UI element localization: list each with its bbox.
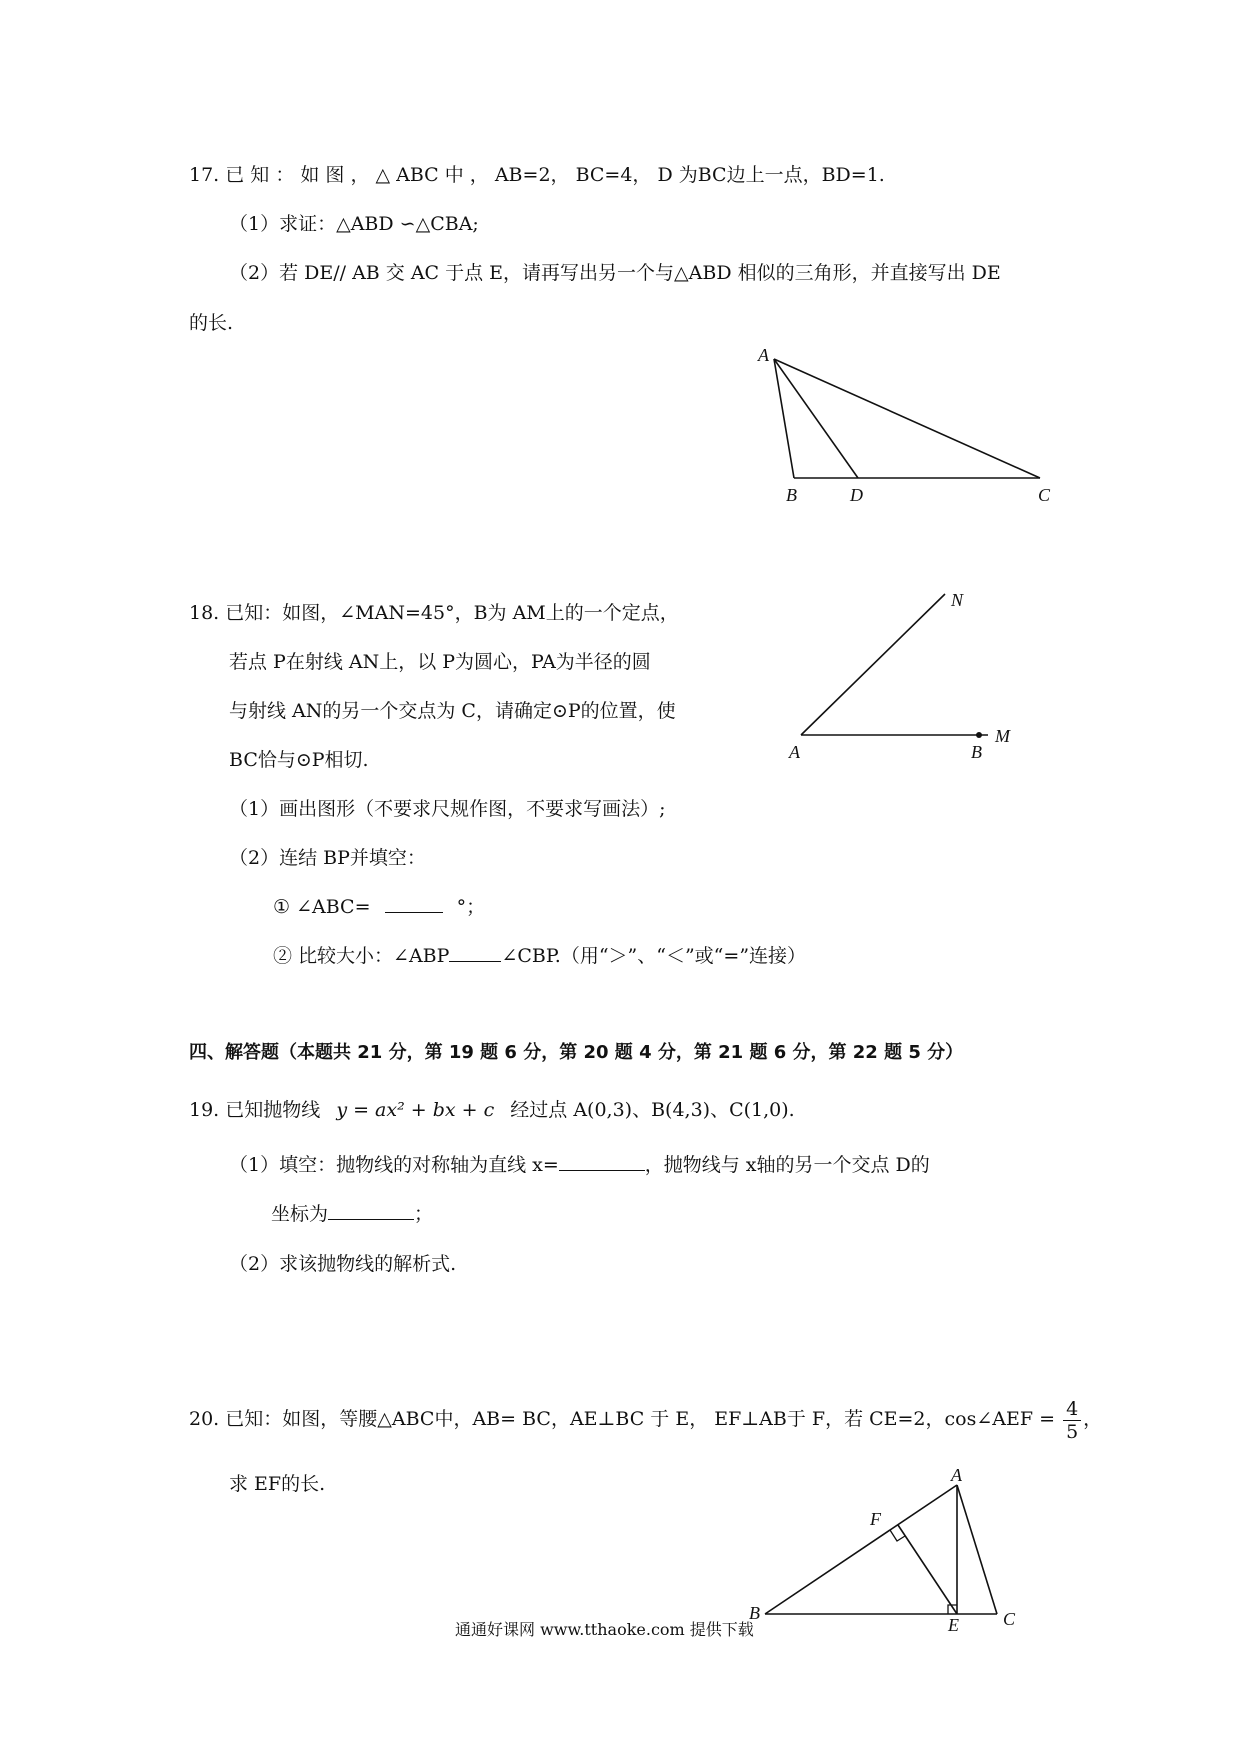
q19-stem-b: 经过点 A(0,3)、B(4,3)、C(1,0). (510, 1099, 795, 1121)
q20-label-a: A (951, 1465, 962, 1485)
q20-label-e: E (948, 1615, 959, 1635)
q17-part2-line1: （2）若 DE// AB 交 AC 于点 E，请再写出另一个与△ABD 相似的三角形，并直接写出 DE (229, 262, 1001, 284)
q19-part1-cont (271, 1201, 433, 1227)
q19-axis-blank[interactable] (559, 1152, 645, 1171)
q19-part1-d: ； (414, 1203, 434, 1225)
q20-label-c: C (1003, 1609, 1016, 1629)
q20-line2: 求 EF的长. (229, 1473, 326, 1495)
q19-part1-b: ，抛物线与 x轴的另一个交点 D的 (644, 1154, 930, 1176)
q18-sub1-text: ① ∠ABC= (273, 896, 371, 918)
section4-heading: 四、解答题（本题共 21 分，第 19 题 6 分，第 20 题 4 分，第 21 题 6 分，第 22 题 5 分） (189, 1042, 964, 1063)
q18-line2: 若点 P在射线 AN上，以 P为圆心，PA为半径的圆 (229, 651, 651, 673)
q18-sub2-text: ② 比较大小：∠ABP (273, 945, 450, 967)
q20-fraction-numerator: 4 (1063, 1398, 1081, 1421)
q18-compare-blank[interactable] (449, 943, 501, 962)
q18-line1: 18. 已知：如图，∠MAN=45°，B为 AM上的一个定点， (189, 602, 679, 624)
q18-part1: （1）画出图形（不要求尺规作图，不要求写画法）; (229, 798, 666, 820)
q20-triangle-figure (745, 1465, 1035, 1635)
q17-part2-line2: 的长. (189, 312, 234, 334)
q18-sub2 (273, 943, 806, 969)
q20-stem (189, 1395, 1102, 1443)
q18-label-m: M (995, 726, 1010, 746)
q18-label-n: N (951, 590, 964, 610)
q18-angle-abc-blank[interactable] (385, 894, 443, 913)
q19-part1-c: 坐标为 (271, 1203, 329, 1225)
q19-stem-a: 19. 已知抛物线 (189, 1099, 321, 1121)
q19-point-d-blank[interactable] (328, 1201, 414, 1220)
q18-part2: （2）连结 BP并填空： (229, 847, 426, 869)
q20-stem-a: 20. 已知：如图，等腰△ABC中，AB= BC，AE⊥BC 于 E， EF⊥AB于 F，若 CE=2，cos∠AEF = (189, 1408, 1056, 1430)
q20-fraction-denominator: 5 (1066, 1420, 1079, 1443)
q18-sub1-unit: °； (456, 896, 486, 918)
q18-sub1 (273, 894, 485, 920)
q19-equation: y = ax² + bx + c (336, 1099, 495, 1121)
q17-label-b: B (786, 485, 797, 505)
q18-label-a: A (789, 742, 800, 762)
q19-part2: （2）求该抛物线的解析式. (229, 1253, 457, 1275)
q19-part1 (229, 1152, 930, 1178)
q18-label-b: B (971, 742, 982, 762)
q17-triangle-figure (740, 345, 1070, 505)
q17-label-a: A (758, 345, 769, 365)
q18-angle-figure (785, 590, 1045, 765)
q18-line3: 与射线 AN的另一个交点为 C，请确定⊙P的位置，使 (229, 700, 676, 722)
q20-label-f: F (870, 1509, 881, 1529)
q17-part1: （1）求证：△ABD ∽△CBA; (229, 213, 479, 235)
q17-stem: 17. 已 知 ： 如 图 ， △ ABC 中 ， AB=2， BC=4， D 为BC边上一点，BD=1. (189, 164, 885, 186)
q17-label-c: C (1038, 485, 1051, 505)
footer-watermark: 通通好课网 www.tthaoke.com 提供下载 (455, 1620, 754, 1639)
q20-stem-b: ， (1083, 1408, 1103, 1430)
q17-label-d: D (850, 485, 863, 505)
q20-label-b: B (749, 1603, 760, 1623)
q19-part1-a: （1）填空：抛物线的对称轴为直线 x= (229, 1154, 559, 1176)
q19-stem (189, 1097, 795, 1123)
q20-fraction (1063, 1398, 1081, 1443)
q18-line4: BC恰与⊙P相切. (229, 749, 369, 771)
q18-sub2-rest: ∠CBP.（用“＞”、“＜”或“=”连接） (501, 945, 807, 967)
